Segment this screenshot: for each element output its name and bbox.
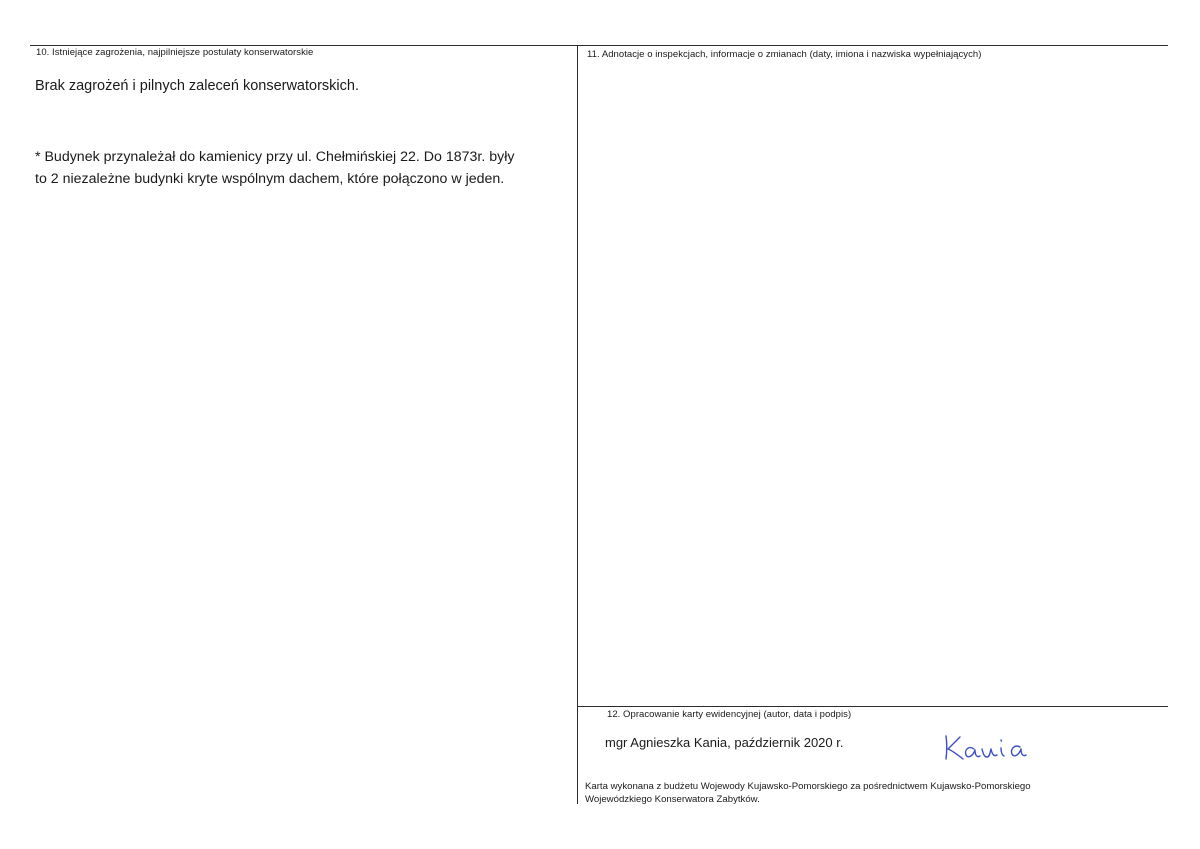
section-10-label: 10. Istniejące zagrożenia, najpilniejsze postulaty konserwatorskie [36, 47, 314, 58]
section-11-label: 11. Adnotacje o inspekcjach, informacje o zmianach (daty, imiona i nazwiska wypełniających) [587, 49, 982, 60]
section-10-main-text: Brak zagrożeń i pilnych zaleceń konserwatorskich. [35, 78, 359, 94]
footnote-line-1: * Budynek przynależał do kamienicy przy ul. Chełmińskiej 22. Do 1873r. były [35, 149, 515, 165]
funding-line-2: Wojewódzkiego Konserwatora Zabytków. [585, 794, 760, 805]
funding-note [585, 780, 1031, 806]
column-divider [577, 45, 578, 804]
author-line: mgr Agnieszka Kania, październik 2020 r. [605, 735, 844, 750]
funding-line-1: Karta wykonana z budżetu Wojewody Kujawsko-Pomorskiego za pośrednictwem Kujawsko-Pomorskiego [585, 781, 1031, 792]
top-rule [30, 45, 1168, 46]
section-12-rule [577, 706, 1168, 707]
footnote-line-2: to 2 niezależne budynki kryte wspólnym dachem, które połączono w jeden. [35, 171, 505, 187]
section-12-label: 12. Opracowanie karty ewidencyjnej (autor, data i podpis) [607, 709, 852, 720]
handwritten-signature [940, 728, 1040, 768]
section-10-footnote [35, 146, 575, 190]
